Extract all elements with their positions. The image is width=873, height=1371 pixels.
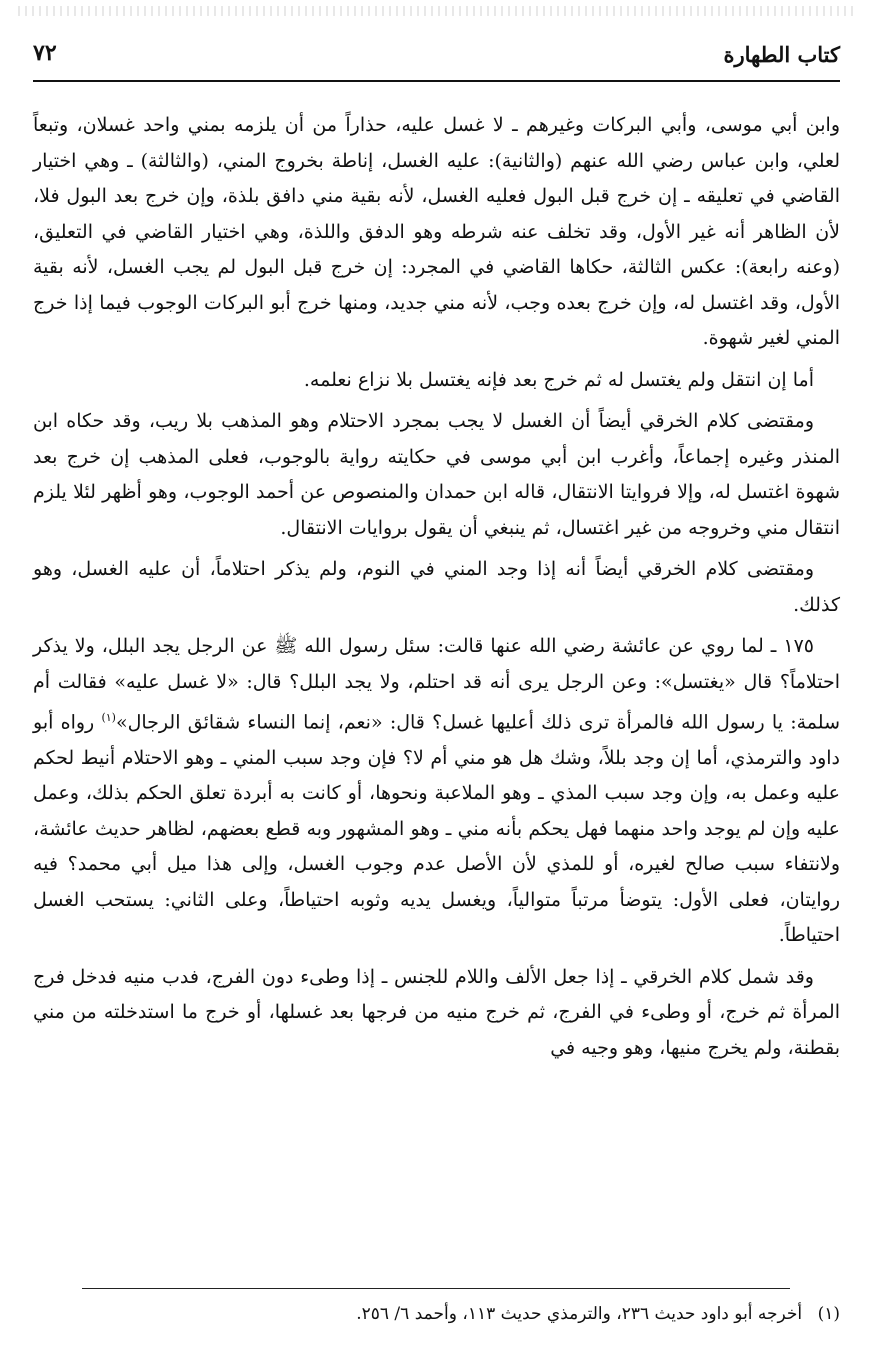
footnote	[33, 1300, 840, 1328]
paragraph: ومقتضى كلام الخرقي أيضاً أنه إذا وجد المني في النوم، ولم يذكر احتلاماً، أن عليه الغسل، وهو كذلك.	[33, 558, 840, 616]
page-number: ٧٢	[33, 40, 57, 66]
hadith-text: ـ لما روي عن عائشة رضي الله عنها قالت: سئل رسول الله ﷺ عن الرجل يجد البلل، ولا يذكر احتلاماً؟ قال «يغتسل»: وعن الرجل يرى أنه قد احتلم، ولا يجد البلل؟ قال: «لا غسل عليه» فقالت أم سلمة: يا رسول الله فالمرأة ترى ذلك أعليها غسل؟ قال: «نعم، إنما النساء شقائق الرجال»	[33, 635, 841, 734]
paragraph: أما إن انتقل ولم يغتسل له ثم خرج بعد فإنه يغتسل بلا نزاع نعلمه.	[303, 368, 814, 391]
chapter-title: كتاب الطهارة	[723, 42, 840, 67]
footnote-marker: (١)	[817, 1304, 840, 1324]
main-text	[33, 108, 840, 1072]
footnote-reference[interactable]: (١)	[101, 711, 116, 724]
paragraph: ومقتضى كلام الخرقي أيضاً أن الغسل لا يجب بمجرد الاحتلام وهو المذهب بلا ريب، وقد حكاه ابن المنذر وغيره إجماعاً، وأغرب ابن أبي موسى في حكايته رواية بالوجوب، فعلى المذهب إن خرج بعد شهوة اغتسل له، وإلا فروايتا الانتقال، قاله ابن حمدان والمنصوص عن أحمد الوجوب، وهو أظهر لئلا يلزم انتقال مني وخروجه من غير اغتسال، ثم ينبغي أن يقول بروايات الانتقال.	[33, 410, 840, 539]
scan-artifact	[18, 6, 855, 16]
footnote-divider	[82, 1288, 790, 1289]
page-header	[33, 38, 840, 82]
paragraph: وابن أبي موسى، وأبي البركات وغيرهم ـ لا غسل عليه، حذاراً من أن يلزمه بمني واحد غسلان، وتبعاً لعلي، وابن عباس رضي الله عنهم (والثانية): عليه الغسل، إناطة بخروج المني، (والثالثة) ـ وهي اختيار القاضي في تعليقه ـ إن خرج قبل البول فعليه الغسل، لأنه بقية مني دافق بلذة، وإن خرج بعد البول فلا، لأن الظاهر أنه غير الأول، وقد تخلف عنه شرطه وهو الدفق واللذة، وهي اختيار القاضي في التعليق، (وعنه رابعة): عكس الثالثة، حكاها القاضي في المجرد: إن خرج قبل البول لم يجب الغسل، لأنه بقية الأول، وقد اغتسل له، وإن خرج بعده وجب، لأنه مني جديد، ومنها خرج أبو البركات الوجوب فيما إذا خرج المني لغير شهوة.	[33, 114, 840, 349]
hadith-commentary: رواه أبو داود والترمذي، أما إن وجد بللاً، وشك هل هو مني أم لا؟ فإن وجد سبب المني ـ وهو الاحتلام أنيط لحكم عليه وعمل به، وإن وجد سبب المذي ـ وهو الملاعبة ونحوها، أو كانت به أبردة تعلق الحكم بذلك، وعمل عليه وإن لم يوجد واحد منهما فهل يحكم بأنه مني ـ وهو المشهور وبه قطع بعضهم، لظاهر حديث عائشة، ولانتفاء سبب صالح لغيره، أو للمذي لأن الأصل عدم وجوب الغسل، وإلى هذا ميل أبي محمد؟ فيه روايتان، فعلى الأول: يتوضأ مرتباً متوالياً، ويغسل يديه وثوبه احتياطاً، وعلى الثاني: يستحب الغسل احتياطاً.	[33, 711, 841, 947]
paragraph: وقد شمل كلام الخرقي ـ إذا جعل الألف واللام للجنس ـ إذا وطىء دون الفرج، فدب منيه فدخل فرج المرأة ثم خرج، أو وطىء في الفرج، ثم خرج منيه من فرجها بعد غسلها، أو خرج ما استدخلته من مني بقطنة، ولم يخرج منيها، وهو وجيه في	[33, 965, 840, 1059]
footnote-text: أخرجه أبو داود حديث ٢٣٦، والترمذي حديث ١١٣، وأحمد ٦/ ٢٥٦.	[356, 1304, 803, 1324]
header-rule	[33, 80, 840, 82]
hadith-paragraph	[33, 629, 840, 954]
hadith-number: ١٧٥	[783, 635, 814, 657]
